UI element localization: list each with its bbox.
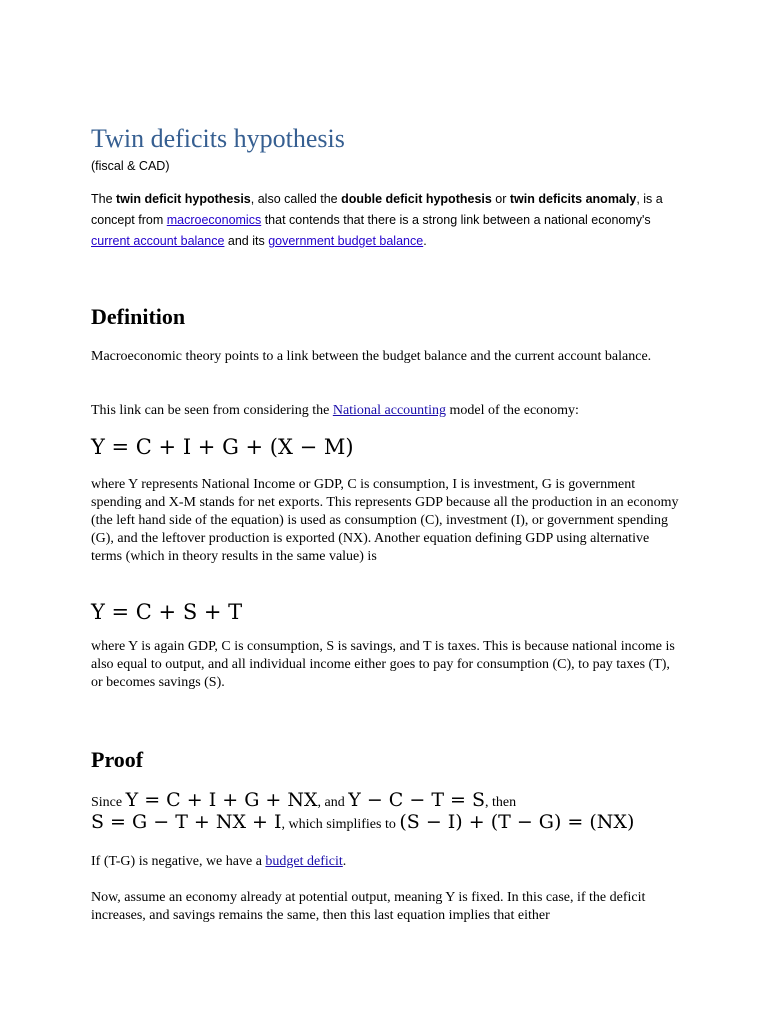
term-double-deficit: double deficit hypothesis [341,192,492,206]
heading-proof: Proof [91,747,144,772]
paragraph-text: . [342,854,347,869]
intro-text: or [491,192,510,206]
intro-text: that contends that there is a strong link between a national economy's [261,213,651,227]
page-title: Twin deficits hypothesis [91,124,345,153]
proof-text: , then [485,795,517,810]
link-national-accounting[interactable]: National accounting [332,403,446,418]
proof-text: , which simplifies to [281,817,400,832]
equation-gdp-expenditure: Y = C + I + G + (X − M) [91,435,354,459]
proof-text: Since [91,795,126,810]
proof-paragraph-2: Now, assume an economy already at potential output, meaning Y is fixed. In this case, if the deficit increases, and savings remains the same, then this last equation implies that either [91,890,646,923]
equation-gdp-income: Y = C + S + T [91,600,243,624]
equation-gdp-nx: Y = C + I + G + NX [125,789,318,811]
paragraph-text: model of the economy: [445,403,579,418]
proof-paragraph-1 [91,853,681,871]
page-subtitle: (fiscal & CAD) [91,159,170,173]
equation-twin-deficit-identity: (S − I) + (T − G) = (NX) [399,811,635,833]
paragraph-text: If (T-G) is negative, we have a [91,854,266,869]
proof-line-2 [91,812,634,836]
link-current-account-balance[interactable]: current account balance [91,234,225,248]
link-government-budget-balance[interactable]: government budget balance [268,234,424,248]
paragraph-text: This link can be seen from considering the [91,403,333,418]
equation-savings-expanded: S = G − T + NX + I [91,811,282,833]
definition-paragraph-3: where Y represents National Income or GDP, C is consumption, I is investment, G is government spending and X-M stands for net exports. This represents GDP because all the production in an economy (the left hand side of the equation) is used as consumption (C), investment (I), or government spending (G), and the leftover production is exported (NX). Another equation defining GDP using alternative terms (which in theory results in the same value) is [91,477,679,564]
equation-savings: Y − C − T = S [348,789,486,811]
heading-definition: Definition [91,304,186,329]
term-twin-deficit: twin deficit hypothesis [116,192,251,206]
intro-text: The [91,192,117,206]
definition-paragraph-2 [91,402,681,420]
intro-text: and its [224,234,269,248]
link-macroeconomics[interactable]: macroeconomics [166,213,262,227]
term-twin-deficits-anomaly: twin deficits anomaly [509,192,637,206]
definition-paragraph-4: where Y is again GDP, C is consumption, S is savings, and T is taxes. This is because national income is also equal to output, and all individual income either goes to pay for consumption (C), to pay taxes (T), or becomes savings (S). [91,639,675,690]
intro-paragraph [91,189,691,252]
link-budget-deficit[interactable]: budget deficit [265,854,343,869]
proof-text: , and [317,795,349,810]
intro-text: , also called the [250,192,342,206]
intro-text: . [423,234,427,248]
intro-text: , is a concept from [91,192,663,227]
definition-paragraph-1: Macroeconomic theory points to a link between the budget balance and the current account balance. [91,349,652,364]
